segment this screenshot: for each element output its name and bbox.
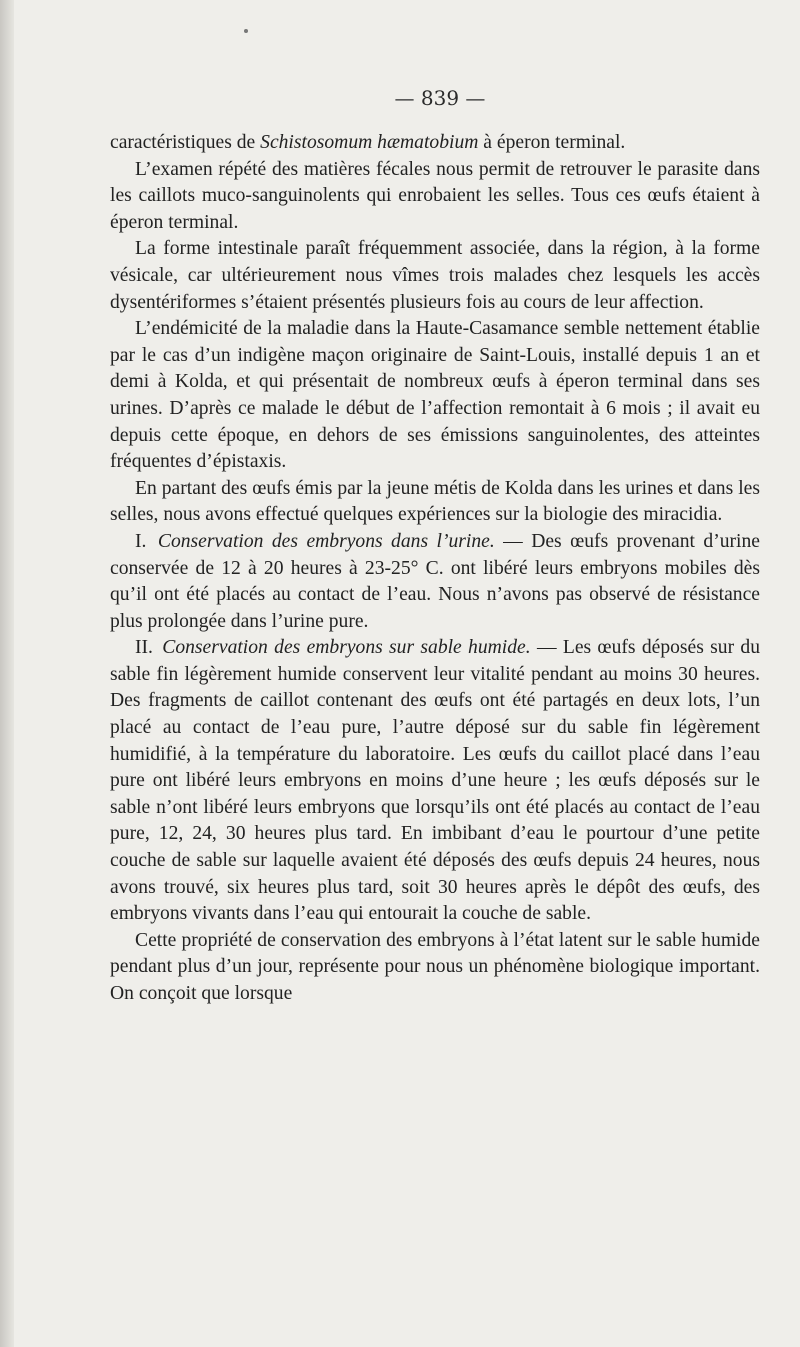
section-paragraph-sable [110, 635, 760, 928]
paragraph-text: caractéristiques de [110, 132, 261, 153]
section-number: II. [135, 637, 153, 659]
page-gutter-shadow [0, 0, 14, 1347]
section-number: I. [135, 530, 147, 552]
section-title: Conservation des embryons dans l’urine. [157, 530, 495, 552]
paragraph-continuation [110, 130, 760, 157]
section-paragraph-urine [110, 529, 760, 635]
body-text [110, 130, 760, 1008]
species-name: Schistosomum hæmatobium [260, 132, 479, 153]
paragraph-text: à éperon terminal. [478, 132, 626, 153]
section-body: — Les œufs déposés sur du sable fin légèrement humide conservent leur vitalité pendant au moins 30 heures. Des fragments de caillot contenant des œufs ont été partagés en deux lots, l’un placé au contact de l’eau pure, l’autre déposé sur du sable fin légèrement humidifié, à la température du laboratoire. Les œufs du caillot placé dans l’eau pure ont libéré leurs embryons en moins d’une heure ; les œufs déposés sur le sable n’ont libéré leurs embryons que lorsqu’ils ont été placés au contact de l’eau pure, 12, 24, 30 heures plus tard. En imbibant d’eau le pourtour d’une petite couche de sable sur laquelle avaient été déposés des œufs depuis 24 heures, nous avons trouvé, six heures plus tard, soit 30 heures après le dépôt des œufs, des embryons vivants dans l’eau qui entourait la couche de sable. [110, 637, 760, 925]
page-number: — 839 — [394, 86, 486, 110]
paragraph: La forme intestinale paraît fréquemment associée, dans la région, à la forme vésicale, car ultérieurement nous vîmes trois malades chez lesquels les accès dysentériformes s’étaient présentés plusieurs fois au cours de leur affection. [110, 238, 760, 313]
print-speck [244, 29, 248, 33]
paragraph: Cette propriété de conservation des embryons à l’état latent sur le sable humide pendant plus d’un jour, représente pour nous un phénomène biologique important. On conçoit que lorsque [110, 929, 760, 1004]
paragraph: En partant des œufs émis par la jeune métis de Kolda dans les urines et dans les selles, nous avons effectué quelques expériences sur la biologie des miracidia. [110, 477, 760, 526]
section-title: Conservation des embryons sur sable humide. [162, 637, 531, 659]
section-body: — Des œufs provenant d’urine conservée de 12 à 20 heures à 23-25° C. ont libéré leurs embryons mobiles dès qu’il ont été placés au contact de l’eau. Nous n’avons pas observé de résistance plus prolongée dans l’urine pure. [110, 530, 760, 632]
paragraph: L’endémicité de la maladie dans la Haute-Casamance semble nettement établie par le cas d’un indigène maçon originaire de Saint-Louis, installé depuis 1 an et demi à Kolda, et qui présentait de nombreux œufs à éperon terminal dans ses urines. D’après ce malade le début de l’affection remontait à 6 mois ; il avait eu depuis cette époque, en dehors de ses émissions sanguinolentes, des atteintes fréquentes d’épistaxis. [110, 318, 760, 473]
paragraph: L’examen répété des matières fécales nous permit de retrouver le parasite dans les caillots muco-sanguinolents qui enrobaient les selles. Tous ces œufs étaient à éperon terminal. [110, 158, 760, 233]
